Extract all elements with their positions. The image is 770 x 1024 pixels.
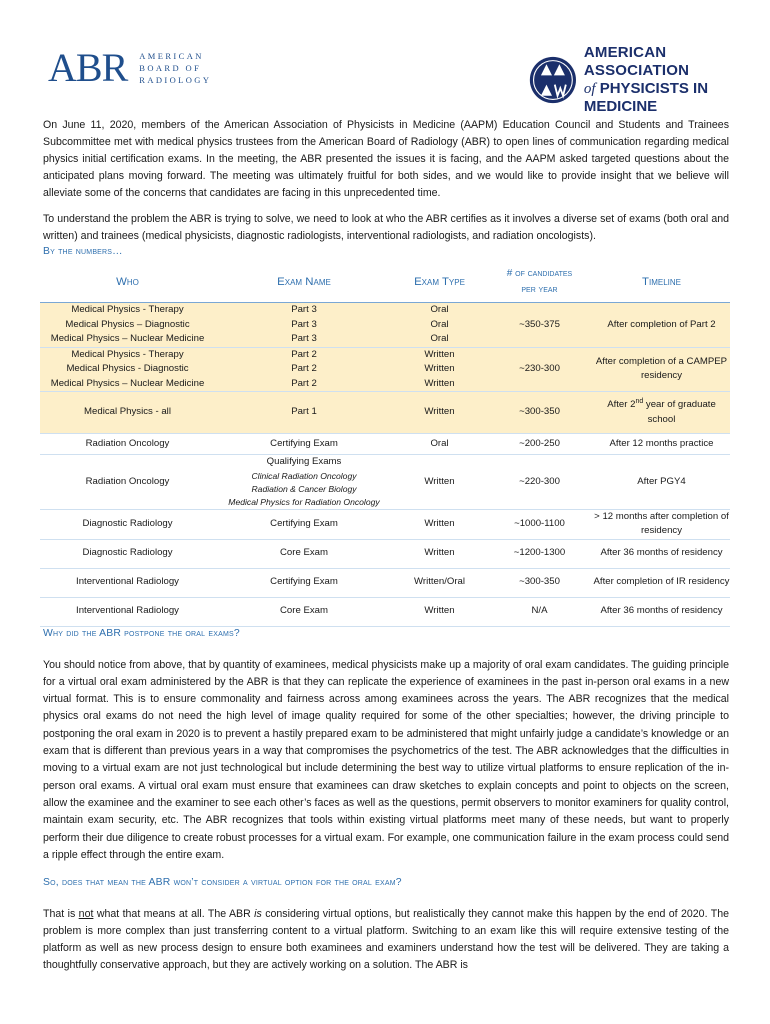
- cell-timeline: After completion of IR residency: [593, 568, 730, 597]
- cell-type: Written: [393, 362, 486, 377]
- cell-who: Medical Physics – Nuclear Medicine: [40, 377, 215, 392]
- cell-exam: Certifying Exam: [215, 568, 393, 597]
- postpone-paragraph: You should notice from above, that by quantity of examinees, medical physicists make up a majority of oral exam candidates. The guiding principle for a virtual oral exam administered by the ABR is that they can replicate the experience of examinees in the past in-person oral exams in a new virtual format. This is to ensure commonality and fairness across among examinees across the years. The ABR recognizes that the medical physics oral exams do not need the high level of image quality required for some of the other specialties; however, the driving principle to postponing the oral exam in 2020 is to prevent a hastily prepared exam to be administered that might unfairly judge a candidate’s knowledge or an exam that is different than previous years in a way that compromises the psychometrics of the test. The ABR acknowledges that the difficulties in moving to a virtual exam are not just technological but include determining the best way to utilize virtual platforms to ensure replication of the in-person oral exams. A virtual oral exam must ensure that examinees can draw sketches to explain concepts and point to objects on the screen, allow the examinee and the examiner to see each other’s faces as well as the questions, permit observers to monitor examiners for quality control, maintain exam security, etc. The ABR recognizes that tools within existing virtual platforms meet many of these needs, but want to properly perform their due diligence to create robust processes for a virtual exam. For example, one communication failure in the exam process could send a ripple effect through the entire exam.: [43, 658, 729, 861]
- cell-who: Medical Physics – Nuclear Medicine: [40, 332, 215, 347]
- cell-exam: Core Exam: [215, 597, 393, 626]
- exam-subtopic: Medical Physics for Radiation Oncology: [228, 496, 380, 507]
- cell-who: Diagnostic Radiology: [40, 509, 215, 539]
- header-candidates-line1: # of candidates: [506, 268, 573, 279]
- table-row: [40, 347, 730, 362]
- cell-timeline: After 36 months of residency: [593, 597, 730, 626]
- section-heading-postpone: Why did the ABR postpone the oral exams?: [43, 628, 240, 639]
- cell-who: Radiation Oncology: [40, 434, 215, 455]
- section-heading-numbers: By the numbers…: [43, 246, 123, 257]
- cell-exam: Part 1: [215, 392, 393, 434]
- abr-logo-wordmark: [139, 50, 211, 86]
- aapm-wordmark-line2: [584, 80, 770, 116]
- cell-type: Written: [393, 392, 486, 434]
- cell-candidates: ~230-300: [486, 347, 593, 392]
- abr-logo: [48, 45, 212, 90]
- text-run: That is: [43, 907, 79, 920]
- table-row: [40, 568, 730, 597]
- cell-type: Oral: [393, 318, 486, 333]
- virtual-option-paragraph: [43, 906, 729, 975]
- cell-timeline: [593, 392, 730, 434]
- letterhead: [0, 40, 770, 115]
- exam-subtopic: Radiation & Cancer Biology: [251, 483, 357, 494]
- aapm-logo: [528, 44, 770, 116]
- abr-word-3: RADIOLOGY: [139, 75, 212, 85]
- cell-type: Written: [393, 539, 486, 568]
- aapm-emblem-icon: [528, 53, 578, 107]
- cell-timeline: After completion of Part 2: [593, 303, 730, 348]
- cell-type: Oral: [393, 303, 486, 318]
- cell-candidates: ~1000-1100: [486, 509, 593, 539]
- table-row: [40, 509, 730, 539]
- cell-exam: Part 3: [215, 332, 393, 347]
- table-row: [40, 434, 730, 455]
- cell-exam: Part 3: [215, 303, 393, 318]
- aapm-wordmark-of: of: [583, 81, 596, 97]
- header-exam-name: Exam Name: [215, 262, 393, 303]
- cell-candidates: ~1200-1300: [486, 539, 593, 568]
- cell-type: Oral: [393, 434, 486, 455]
- table-row: [40, 303, 730, 318]
- exam-name: Qualifying Exams: [266, 456, 342, 467]
- intro-paragraph-2: To understand the problem the ABR is trying to solve, we need to look at who the ABR certifies as it involves a diverse set of exams (both oral and written) and trainees (medical physicists, diagnostic radiologists, interventional radiologists, and radiation oncologists).: [43, 212, 729, 242]
- cell-who: Diagnostic Radiology: [40, 539, 215, 568]
- cell-who: Medical Physics – Diagnostic: [40, 318, 215, 333]
- cell-exam: Certifying Exam: [215, 509, 393, 539]
- cell-timeline: After 12 months practice: [593, 434, 730, 455]
- abr-word-1: AMERICAN: [139, 51, 204, 61]
- timeline-part: year of graduate school: [643, 399, 716, 425]
- cell-candidates: N/A: [486, 597, 593, 626]
- aapm-wordmark-physicists: PHYSICISTS IN MEDICINE: [583, 80, 709, 115]
- abr-word-2: BOARD OF: [139, 63, 202, 73]
- cell-candidates: ~300-350: [486, 392, 593, 434]
- cell-type: Oral: [393, 332, 486, 347]
- table-row: [40, 392, 730, 434]
- cell-candidates: ~200-250: [486, 434, 593, 455]
- section-heading-virtual-option: So, does that mean the ABR won’t consider a virtual option for the oral exam?: [43, 877, 402, 888]
- cell-type: Written: [393, 597, 486, 626]
- header-candidates: [486, 262, 593, 303]
- cell-timeline: After completion of a CAMPEP residency: [593, 347, 730, 392]
- exam-table: [40, 262, 730, 627]
- cell-exam: Certifying Exam: [215, 434, 393, 455]
- header-exam-type: Exam Type: [393, 262, 486, 303]
- italic-text: is: [254, 907, 262, 920]
- cell-who: Medical Physics - all: [40, 392, 215, 434]
- cell-candidates: ~220-300: [486, 455, 593, 510]
- exam-subtopic: Clinical Radiation Oncology: [251, 470, 357, 481]
- aapm-wordmark: [584, 44, 770, 116]
- cell-exam: Part 2: [215, 377, 393, 392]
- table-row: [40, 597, 730, 626]
- text-run: considering virtual options, but realistically they cannot make this happen by the end of 2020. The problem is more complex than just transferring content to a virtual platform. Switching to an exam like this will require extensive testing of the platform as well as new process design to ensure both examinees and examiners understand how the test will be delivered. They are taking a thoughtfully conservative approach, but they are actively working on a solution. The ABR is: [43, 907, 729, 972]
- cell-who: Medical Physics - Therapy: [40, 303, 215, 318]
- table-row: [40, 539, 730, 568]
- cell-timeline: > 12 months after completion of residency: [593, 509, 730, 539]
- cell-who: Interventional Radiology: [40, 597, 215, 626]
- cell-type: Written: [393, 455, 486, 510]
- cell-who: Medical Physics - Diagnostic: [40, 362, 215, 377]
- cell-exam: [215, 455, 393, 510]
- underlined-text: not: [78, 907, 94, 920]
- cell-type: Written: [393, 377, 486, 392]
- cell-who: Radiation Oncology: [40, 455, 215, 510]
- cell-timeline: After 36 months of residency: [593, 539, 730, 568]
- header-who: Who: [40, 262, 215, 303]
- cell-type: Written: [393, 509, 486, 539]
- text-run: what that means at all. The ABR: [93, 907, 255, 920]
- cell-timeline: After PGY4: [593, 455, 730, 510]
- cell-exam: Part 2: [215, 362, 393, 377]
- cell-who: Medical Physics - Therapy: [40, 347, 215, 362]
- cell-exam: Part 2: [215, 347, 393, 362]
- cell-who: Interventional Radiology: [40, 568, 215, 597]
- aapm-wordmark-line1: AMERICAN ASSOCIATION: [583, 44, 690, 79]
- header-candidates-line2: per year: [521, 284, 558, 295]
- header-timeline: Timeline: [593, 262, 730, 303]
- table-row: [40, 455, 730, 510]
- cell-exam: Part 3: [215, 318, 393, 333]
- timeline-part: After 2: [607, 399, 636, 410]
- timeline-superscript: nd: [635, 397, 644, 405]
- intro-paragraph-1: On June 11, 2020, members of the American Association of Physicists in Medicine (AAPM) Education Council and Students and Trainees Subcommittee met with medical physics trustees from the American Board of Radiology (ABR) to open lines of communication regarding medical physics initial certification exams. In the meeting, the ABR presented the issues it is facing, and the AAPM asked targeted questions about the anticipated plans moving forward. The meeting was ultimately fruitful for both sides, and we would like to provide insight that we believe will alleviate some of the concerns that candidates are facing in this unprecedented time.: [43, 118, 729, 200]
- cell-candidates: ~350-375: [486, 303, 593, 348]
- cell-exam: Core Exam: [215, 539, 393, 568]
- abr-logo-mark: ABR: [48, 45, 128, 90]
- cell-candidates: ~300-350: [486, 568, 593, 597]
- cell-type: Written: [393, 347, 486, 362]
- cell-type: Written/Oral: [393, 568, 486, 597]
